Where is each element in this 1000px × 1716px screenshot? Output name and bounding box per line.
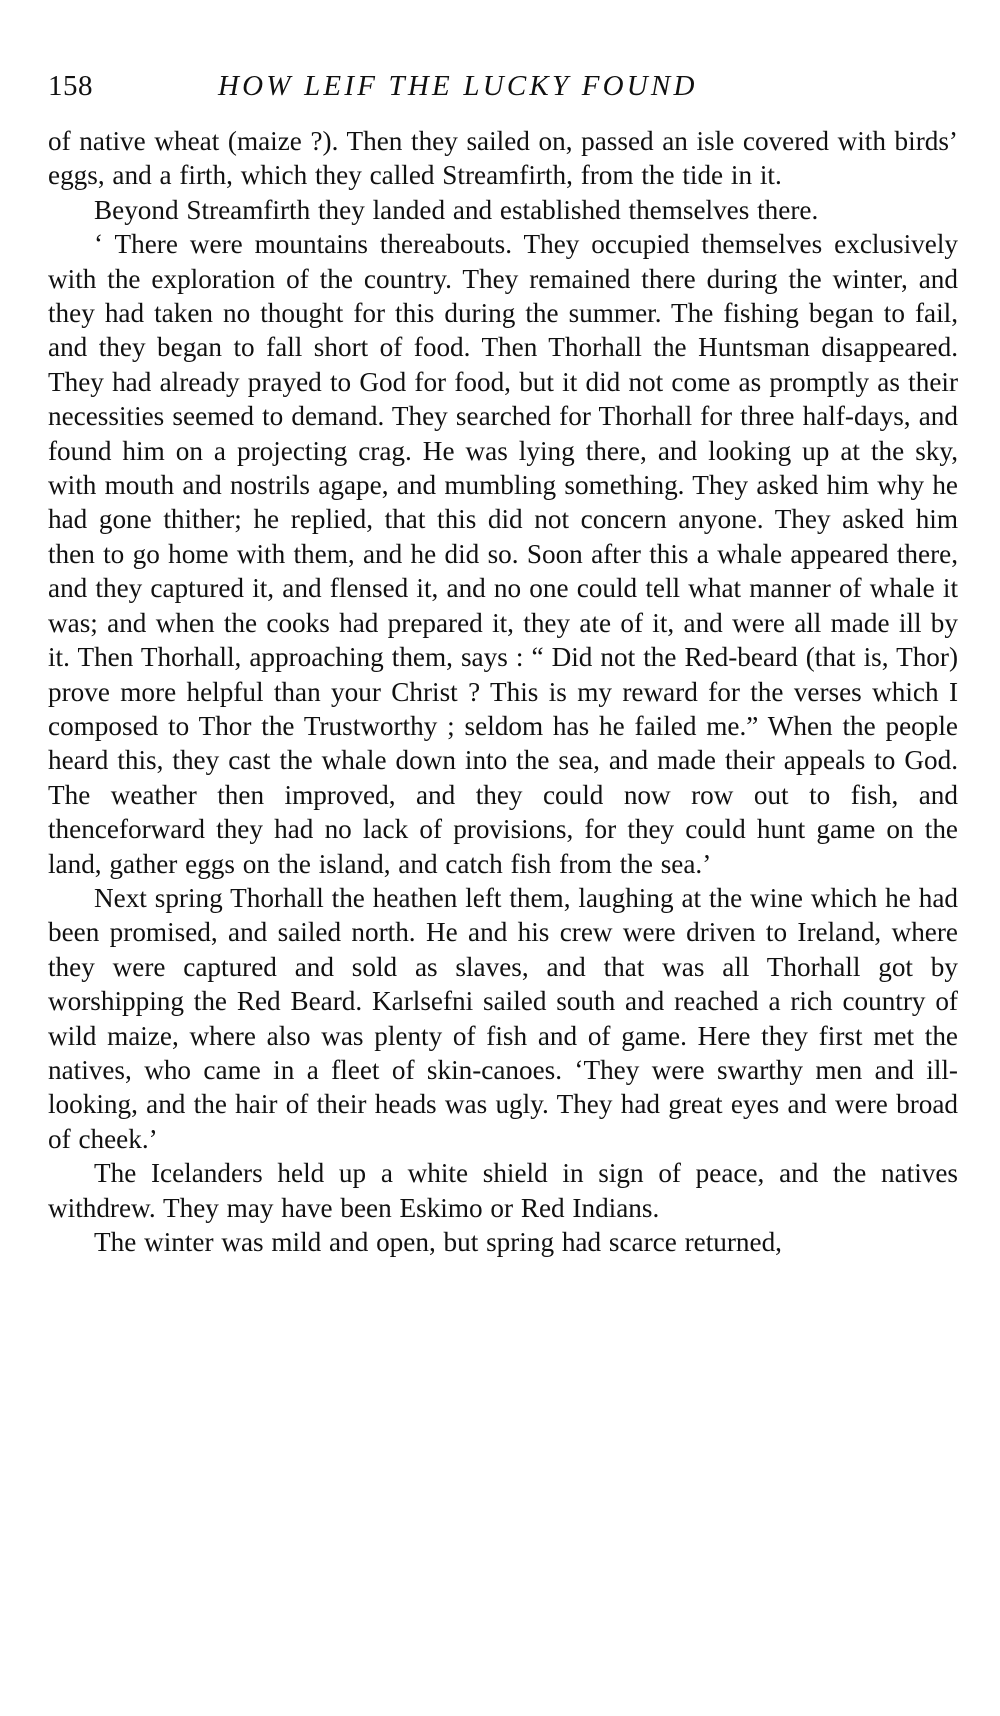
- running-title: HOW LEIF THE LUCKY FOUND: [218, 70, 698, 102]
- paragraph-continues: The winter was mild and open, but spring had scarce returned,: [94, 1227, 782, 1257]
- paragraph: Next spring Thorhall the heathen left them, laughing at the wine which he had been promised, and sailed north. He and his crew were driven to Ireland, where they were captured and sold as slaves, and that was all Thorhall got by worshipping the Red Beard. Karlsefni sailed south and reached a rich country of wild maize, where also was plenty of fish and of game. Here they first met the natives, who came in a fleet of skin-canoes. ‘They were swarthy men and ill-looking, and the hair of their heads was ugly. They had great eyes and were broad of cheek.’: [48, 882, 958, 1154]
- paragraph: The Icelanders held up a white shield in sign of peace, and the natives withdrew. They may have been Eskimo or Red Indians.: [48, 1158, 958, 1223]
- body-text: [48, 124, 958, 1259]
- running-head: [48, 66, 958, 106]
- paragraph-quotation: ‘ There were mountains thereabouts. They occupied themselves exclusively with the exploration of the country. They remained there during the winter, and they had taken no thought for this during the summer. The fishing began to fail, and they began to fall short of food. Then Thorhall the Huntsman disappeared. They had already prayed to God for food, but it did not come as promptly as their necessities seemed to demand. They searched for Thorhall for three half-days, and found him on a projecting crag. He was lying there, and looking up at the sky, with mouth and nostrils agape, and mumbling something. They asked him why he had gone thither; he replied, that this did not concern anyone. They asked him then to go home with them, and he did so. Soon after this a whale appeared there, and they captured it, and flensed it, and no one could tell what manner of whale it was; and when the cooks had prepared it, they ate of it, and were all made ill by it. Then Thorhall, approaching them, says : “ Did not the Red-beard (that is, Thor) prove more helpful than your Christ ? This is my reward for the verses which I composed to Thor the Trustworthy ; seldom has he failed me.” When the people heard this, they cast the whale down into the sea, and made their appeals to God. The weather then improved, and they could now row out to fish, and thenceforward they had no lack of provisions, for they could hunt game on the land, gather eggs on the island, and catch fish from the sea.’: [48, 229, 958, 879]
- paragraph-continued: of native wheat (maize ?). Then they sailed on, passed an isle covered with birds’ eggs, and a firth, which they called Streamfirth, from the tide in it.: [48, 126, 958, 191]
- paragraph: Beyond Streamfirth they landed and established themselves there.: [94, 194, 819, 225]
- page-number: 158: [48, 70, 93, 102]
